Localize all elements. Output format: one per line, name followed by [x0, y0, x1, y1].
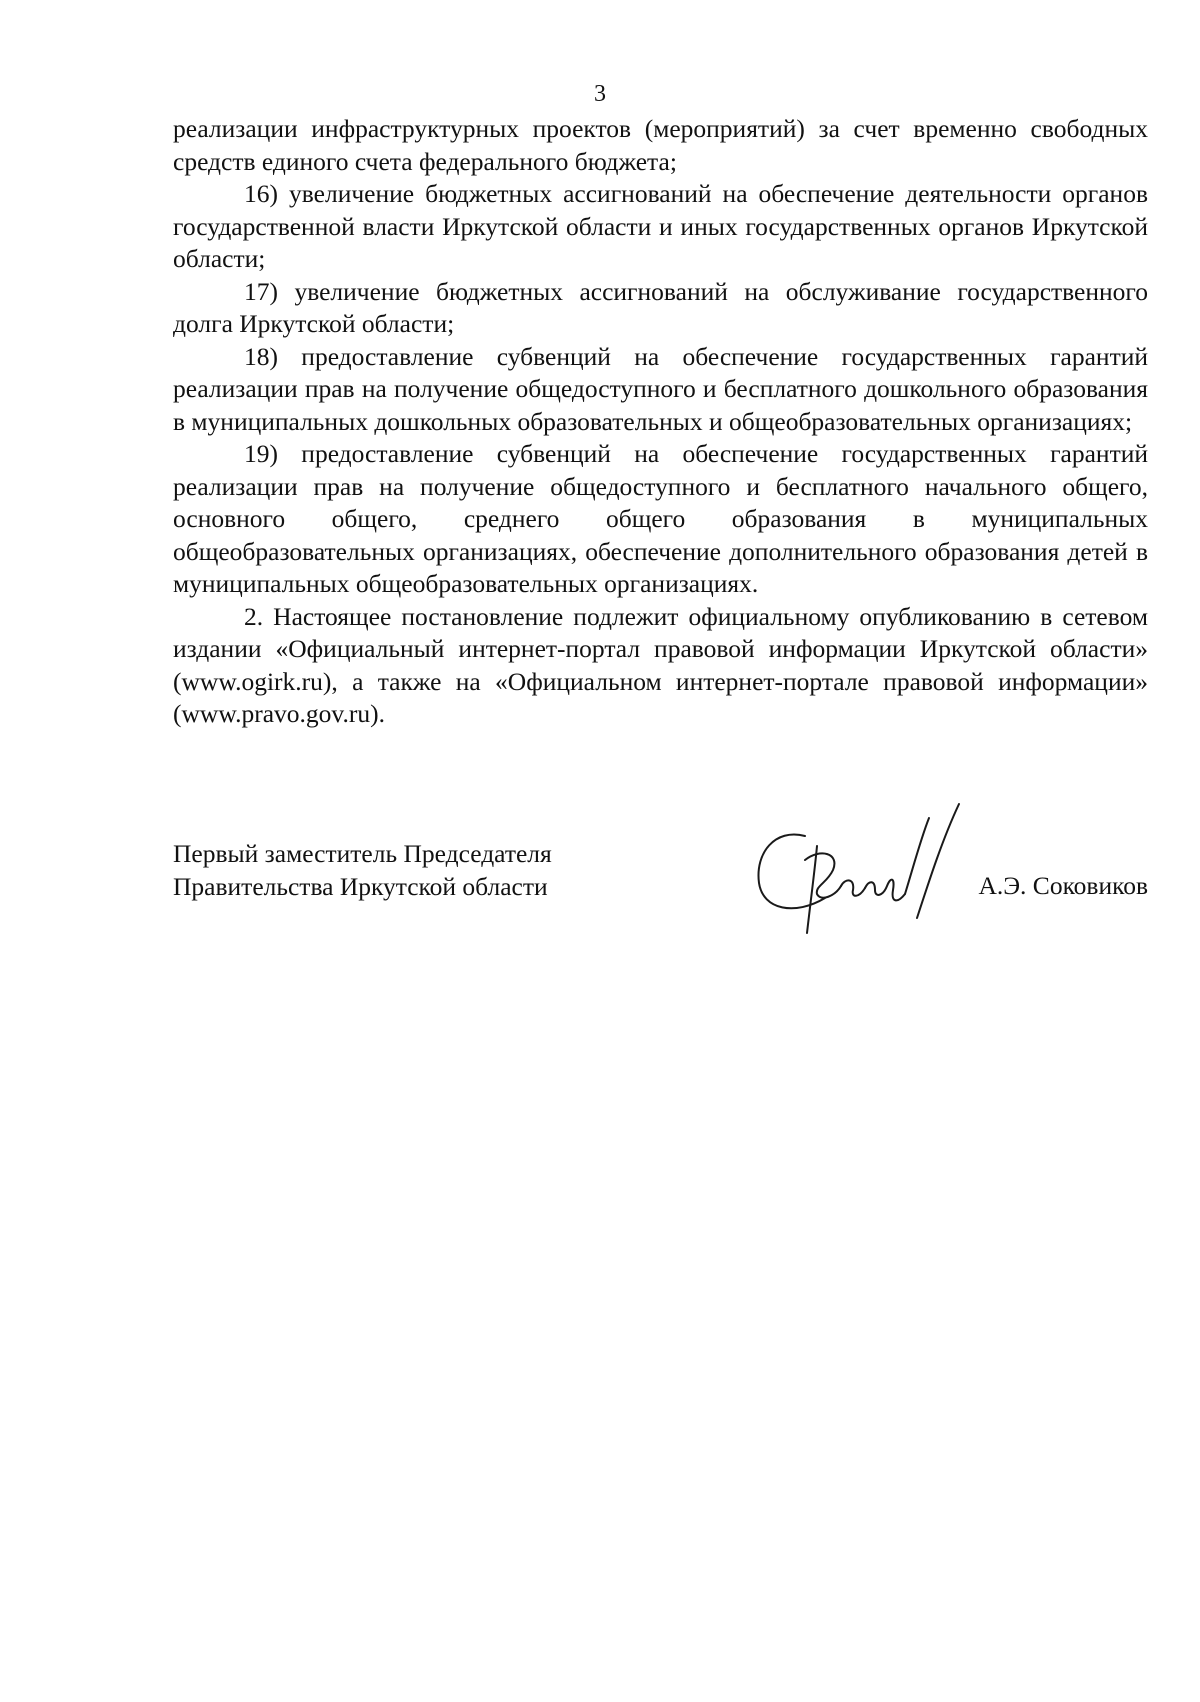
handwritten-signature: [745, 798, 985, 948]
paragraph: реализации инфраструктурных проектов (мероприятий) за счет временно свободных средств единого счета федерального бюджета;: [173, 114, 1148, 176]
paragraph: 16) увеличение бюджетных ассигнований на обеспечение деятельности органов государственной власти Иркутской области и иных государственных органов Иркутской области;: [173, 179, 1148, 273]
signatory-position-line: Первый заместитель Председателя: [173, 839, 552, 868]
paragraph: 2. Настоящее постановление подлежит официальному опубликованию в сетевом издании «Официальный интернет-портал правовой информации Иркутской области» (www.ogirk.ru), а также на «Официальном интернет-портале правовой информации» (www.pravo.gov.ru).: [173, 601, 1148, 728]
signatory-name: А.Э. Соковиков: [978, 871, 1148, 900]
signature-block: [173, 838, 1148, 958]
page-number: 3: [594, 81, 606, 107]
signatory-position-line: Правительства Иркутской области: [173, 871, 548, 901]
paragraph: 19) предоставление субвенций на обеспечение государственных гарантий реализации прав на получение общедоступного и бесплатного начального общего, основного общего, среднего общего образования в муниципальных общеобразовательных организациях, обеспечение дополнительного образования детей в муниципальных общеобразовательных организациях.: [173, 439, 1148, 598]
document-body: [173, 113, 1148, 731]
paragraph: 17) увеличение бюджетных ассигнований на обслуживание государственного долга Иркутской области;: [173, 276, 1148, 338]
signatory-position: [173, 838, 693, 903]
paragraph: 18) предоставление субвенций на обеспечение государственных гарантий реализации прав на получение общедоступного и бесплатного дошкольного образования в муниципальных дошкольных образовательных и общеобразовательных организациях;: [173, 341, 1148, 436]
